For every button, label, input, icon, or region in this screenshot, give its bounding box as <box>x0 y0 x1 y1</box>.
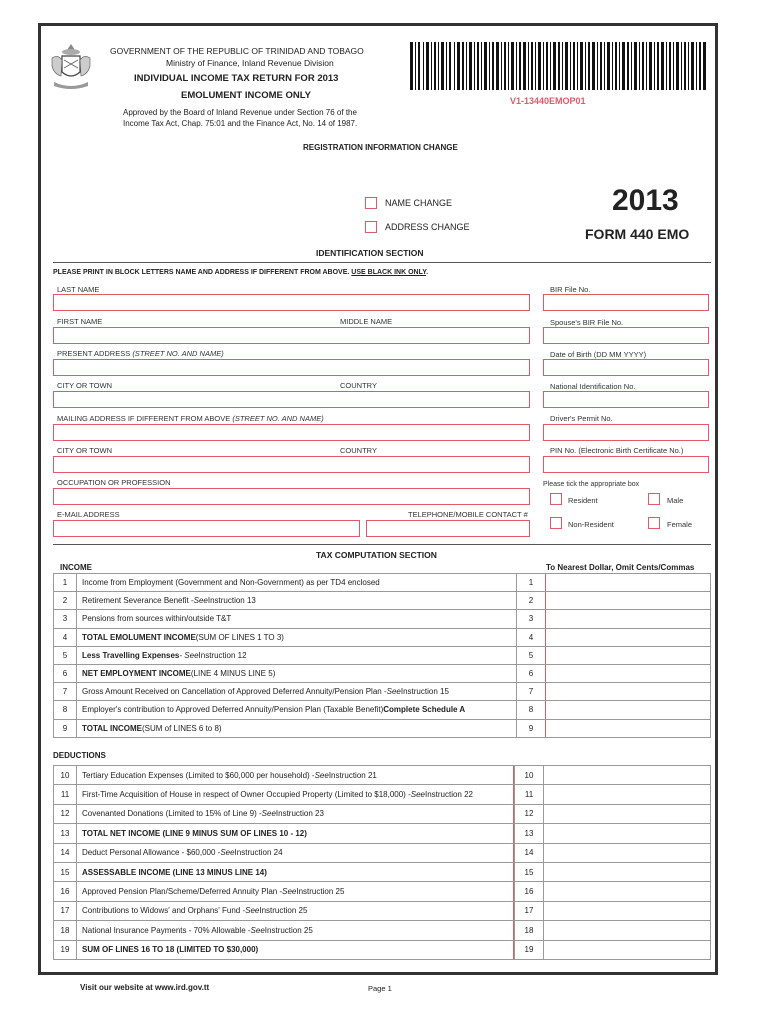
tax-line-row <box>53 901 711 921</box>
bir-file-input[interactable] <box>543 294 709 311</box>
tax-line-row <box>53 784 711 804</box>
line-number: 15 <box>54 863 77 881</box>
tax-line-row <box>53 664 711 683</box>
line-description-suffix: (SUM of LINES 6 to 8) <box>142 723 222 733</box>
line-number: 13 <box>54 824 77 842</box>
ministry-title: Ministry of Finance, Inland Revenue Division <box>166 58 334 68</box>
line-description-suffix: Instruction 25 <box>296 887 345 897</box>
mailing-city-label: CITY OR TOWN <box>57 446 113 455</box>
line-description <box>82 665 275 682</box>
bir-file-label: BIR File No. <box>550 285 591 294</box>
line-number: 12 <box>54 805 77 823</box>
first-name-label: FIRST NAME <box>57 317 103 326</box>
amount-input[interactable] <box>545 683 710 700</box>
line-description <box>82 921 313 939</box>
line-description-suffix: Instruction 23 <box>275 809 324 819</box>
last-name-input[interactable] <box>53 294 530 311</box>
line-number: 3 <box>54 610 77 627</box>
tax-line-row <box>53 591 711 610</box>
drivers-permit-input[interactable] <box>543 424 709 441</box>
line-description-text: SUM OF LINES 16 TO 18 (LIMITED TO $30,000) <box>82 945 259 955</box>
line-description-emphasis: See <box>410 790 425 800</box>
national-id-input[interactable] <box>543 391 709 408</box>
tax-line-row <box>53 804 711 824</box>
email-label: E-MAIL ADDRESS <box>57 510 120 519</box>
barcode-code: V1-13440EMOP01 <box>510 96 586 106</box>
pin-input[interactable] <box>543 456 709 473</box>
tax-line-row <box>53 609 711 628</box>
amount-input[interactable] <box>513 902 710 920</box>
section-divider <box>53 262 711 263</box>
line-number: 7 <box>54 683 77 700</box>
tax-line-row <box>53 573 711 592</box>
tax-line-row <box>53 862 711 882</box>
line-description-suffix: Instruction 21 <box>328 770 377 780</box>
approval-line-2: Income Tax Act, Chap. 75:01 and the Finance Act, No. 14 of 1987. <box>123 119 358 128</box>
line-number: 5 <box>54 647 77 664</box>
mailing-address-label: MAILING ADDRESS IF DIFFERENT FROM ABOVE (STREET NO. AND NAME) <box>57 414 324 423</box>
website-note: Visit our website at www.ird.gov.tt <box>80 983 210 992</box>
email-input[interactable] <box>53 520 360 537</box>
amount-input[interactable] <box>545 701 710 718</box>
amount-input[interactable] <box>513 863 710 881</box>
line-description <box>82 683 449 700</box>
telephone-input[interactable] <box>366 520 530 537</box>
line-reference-number: 9 <box>516 720 546 737</box>
female-checkbox[interactable] <box>648 517 660 529</box>
line-description <box>82 701 465 718</box>
line-description <box>82 785 473 803</box>
line-description <box>82 592 256 609</box>
line-description-text: Pensions from sources within/outside T&T <box>82 614 232 624</box>
line-description-emphasis: See <box>193 596 208 606</box>
tax-line-row <box>53 940 711 960</box>
line-number: 11 <box>54 785 77 803</box>
line-description <box>82 805 324 823</box>
line-description-text: National Insurance Payments - 70% Allowable - <box>82 925 251 935</box>
line-reference-number: 14 <box>514 844 544 862</box>
line-description-suffix: Instruction 24 <box>234 848 283 858</box>
amount-input[interactable] <box>513 844 710 862</box>
line-description-text: TOTAL EMOLUMENT INCOME <box>82 632 196 642</box>
line-description-text: Gross Amount Received on Cancellation of Approved Deferred Annuity/Pension Plan - <box>82 687 387 697</box>
dob-input[interactable] <box>543 359 709 376</box>
line-description <box>82 844 283 862</box>
line-description-suffix: Instruction 13 <box>207 596 256 606</box>
amount-input[interactable] <box>545 720 710 737</box>
line-description-text: TOTAL NET INCOME (LINE 9 MINUS SUM OF LINES 10 - 12) <box>82 828 307 838</box>
line-description-emphasis: See <box>314 770 329 780</box>
line-description-emphasis: See <box>220 848 235 858</box>
line-reference-number: 16 <box>514 882 544 900</box>
line-description-text: NET EMPLOYMENT INCOME <box>82 669 191 679</box>
line-description-text: TOTAL INCOME <box>82 723 142 733</box>
line-number: 4 <box>54 629 77 646</box>
present-address-hint: (STREET NO. AND NAME) <box>132 349 224 358</box>
male-checkbox[interactable] <box>648 493 660 505</box>
income-heading: INCOME <box>60 563 92 572</box>
tax-line-row <box>53 646 711 665</box>
line-description <box>82 629 284 646</box>
line-reference-number: 17 <box>514 902 544 920</box>
line-number: 1 <box>54 574 77 591</box>
line-number: 8 <box>54 701 77 718</box>
present-address-input[interactable] <box>53 359 530 376</box>
resident-label: Resident <box>568 496 598 505</box>
telephone-label: TELEPHONE/MOBILE CONTACT # <box>408 510 528 519</box>
drivers-permit-label: Driver's Permit No. <box>550 414 613 423</box>
line-description-suffix: Instruction 22 <box>424 790 473 800</box>
amount-input[interactable] <box>545 610 710 627</box>
line-reference-number: 1 <box>516 574 546 591</box>
amount-input[interactable] <box>513 824 710 842</box>
line-number: 9 <box>54 720 77 737</box>
address-change-checkbox[interactable] <box>365 221 377 233</box>
deductions-heading: DEDUCTIONS <box>53 751 106 760</box>
line-description <box>82 863 267 881</box>
line-description-text: Employer's contribution to Approved Deferred Annuity/Pension Plan (Taxable Benefit) <box>82 705 384 715</box>
female-label: Female <box>667 520 693 529</box>
name-change-label: NAME CHANGE <box>385 198 453 208</box>
line-number: 18 <box>54 921 77 939</box>
non-resident-checkbox[interactable] <box>550 517 562 529</box>
tax-line-row <box>53 765 711 785</box>
line-number: 19 <box>54 941 77 959</box>
line-description-suffix: Instruction 25 <box>264 925 313 935</box>
approval-line-1: Approved by the Board of Inland Revenue under Section 76 of the <box>123 108 357 117</box>
tax-line-row <box>53 628 711 647</box>
line-reference-number: 10 <box>514 766 544 784</box>
coat-of-arms-icon <box>48 40 94 92</box>
address-change-label: ADDRESS CHANGE <box>385 222 470 232</box>
line-description-text: ASSESSABLE INCOME (LINE 13 MINUS LINE 14) <box>82 867 267 877</box>
line-description-emphasis: See <box>386 687 401 697</box>
pin-label: PIN No. (Electronic Birth Certificate No.) <box>550 446 684 455</box>
line-description-text: Covenanted Donations (Limited to 15% of Line 9) - <box>82 809 262 819</box>
identification-title: IDENTIFICATION SECTION <box>316 248 424 258</box>
line-description <box>82 882 344 900</box>
amount-input[interactable] <box>545 574 710 591</box>
line-description-text: Less Travelling Expenses <box>82 650 180 660</box>
male-label: Male <box>667 496 684 505</box>
amount-input[interactable] <box>545 629 710 646</box>
line-reference-number: 18 <box>514 921 544 939</box>
form-year: 2013 <box>612 184 679 217</box>
line-number: 2 <box>54 592 77 609</box>
tax-line-row <box>53 719 711 738</box>
line-description-emphasis: See <box>250 925 265 935</box>
line-number: 14 <box>54 844 77 862</box>
occupation-label: OCCUPATION OR PROFESSION <box>57 478 171 487</box>
non-resident-label: Non-Resident <box>568 520 614 529</box>
occupation-input[interactable] <box>53 488 530 505</box>
line-description <box>82 824 307 842</box>
line-description-emphasis: - See <box>179 650 199 660</box>
amount-input[interactable] <box>513 921 710 939</box>
amount-input[interactable] <box>513 785 710 803</box>
line-description <box>82 766 377 784</box>
tax-computation-title: TAX COMPUTATION SECTION <box>316 550 437 560</box>
present-address-label: PRESENT ADDRESS (STREET NO. AND NAME) <box>57 349 224 358</box>
line-description-suffix: (LINE 4 MINUS LINE 5) <box>190 669 276 679</box>
government-title: GOVERNMENT OF THE REPUBLIC OF TRINIDAD AND TOBAGO <box>110 46 364 56</box>
line-description-suffix: Instruction 15 <box>400 687 449 697</box>
spouse-bir-label: Spouse's BIR File No. <box>550 318 624 327</box>
print-instruction: PLEASE PRINT IN BLOCK LETTERS NAME AND ADDRESS IF DIFFERENT FROM ABOVE. USE BLACK INK ONLY. <box>53 269 429 276</box>
line-description <box>82 610 231 627</box>
amount-input[interactable] <box>513 941 710 959</box>
line-reference-number: 11 <box>514 785 544 803</box>
black-ink-instruction: USE BLACK INK ONLY <box>351 269 427 276</box>
line-description-text: First-Time Acquisition of House in respect of Owner Occupied Property (Limited to $18,000) - <box>82 790 411 800</box>
tax-line-row <box>53 823 711 843</box>
line-description-emphasis: See <box>282 887 297 897</box>
line-description-emphasis: See <box>261 809 276 819</box>
tax-line-row <box>53 881 711 901</box>
line-description-suffix: Instruction 25 <box>259 906 308 916</box>
city-country-input[interactable] <box>53 391 530 408</box>
spouse-bir-input[interactable] <box>543 327 709 344</box>
mailing-country-label: COUNTRY <box>340 446 377 455</box>
city-label: CITY OR TOWN <box>57 381 113 390</box>
line-reference-number: 13 <box>514 824 544 842</box>
tick-instruction: Please tick the appropriate box <box>543 481 640 488</box>
line-reference-number: 3 <box>516 610 546 627</box>
line-description-suffix: (SUM OF LINES 1 TO 3) <box>195 632 284 642</box>
line-description-suffix: Instruction 12 <box>198 650 247 660</box>
line-description <box>82 647 247 664</box>
form-subtitle: EMOLUMENT INCOME ONLY <box>181 90 312 101</box>
barcode <box>410 42 708 92</box>
line-description-text: Contributions to Widows' and Orphans' Fund - <box>82 906 246 916</box>
tax-line-row <box>53 843 711 863</box>
line-reference-number: 6 <box>516 665 546 682</box>
amount-input[interactable] <box>513 766 710 784</box>
line-reference-number: 12 <box>514 805 544 823</box>
line-description <box>82 902 307 920</box>
mailing-address-hint: (STREET NO. AND NAME) <box>232 414 324 423</box>
national-id-label: National Identification No. <box>550 382 636 391</box>
line-number: 16 <box>54 882 77 900</box>
dob-label: Date of Birth (DD MM YYYY) <box>550 350 647 359</box>
line-number: 6 <box>54 665 77 682</box>
line-number: 17 <box>54 902 77 920</box>
last-name-label: LAST NAME <box>57 285 100 294</box>
tax-line-row <box>53 920 711 940</box>
line-description-text: Approved Pension Plan/Scheme/Deferred Annuity Plan - <box>82 887 283 897</box>
line-reference-number: 4 <box>516 629 546 646</box>
mailing-address-input[interactable] <box>53 424 530 441</box>
line-reference-number: 15 <box>514 863 544 881</box>
amount-input[interactable] <box>545 592 710 609</box>
section-divider <box>53 544 711 545</box>
line-reference-number: 2 <box>516 592 546 609</box>
mailing-city-country-input[interactable] <box>53 456 530 473</box>
line-description-text: Retirement Severance Benefit - <box>82 596 194 606</box>
line-reference-number: 8 <box>516 701 546 718</box>
line-description-text: Income from Employment (Government and Non-Government) as per TD4 enclosed <box>82 578 380 588</box>
line-description-text: Deduct Personal Allowance - $60,000 - <box>82 848 221 858</box>
amount-input[interactable] <box>513 805 710 823</box>
middle-name-label: MIDDLE NAME <box>340 317 393 326</box>
line-reference-number: 19 <box>514 941 544 959</box>
line-description-emphasis: Complete Schedule A <box>383 705 466 715</box>
line-number: 10 <box>54 766 77 784</box>
amount-input[interactable] <box>545 647 710 664</box>
amount-input[interactable] <box>545 665 710 682</box>
page-number: Page 1 <box>368 984 392 993</box>
nearest-dollar-note: To Nearest Dollar, Omit Cents/Commas <box>546 563 695 572</box>
resident-checkbox[interactable] <box>550 493 562 505</box>
tax-line-row <box>53 682 711 701</box>
amount-input[interactable] <box>513 882 710 900</box>
line-reference-number: 7 <box>516 683 546 700</box>
name-change-checkbox[interactable] <box>365 197 377 209</box>
line-description <box>82 941 258 959</box>
form-title: INDIVIDUAL INCOME TAX RETURN FOR 2013 <box>134 73 339 84</box>
first-middle-name-input[interactable] <box>53 327 530 344</box>
tax-line-row <box>53 700 711 719</box>
line-description <box>82 720 222 737</box>
registration-title: REGISTRATION INFORMATION CHANGE <box>303 143 458 152</box>
form-number: FORM 440 EMO <box>585 226 690 242</box>
line-description-emphasis: See <box>245 906 260 916</box>
line-description <box>82 574 380 591</box>
country-label: COUNTRY <box>340 381 377 390</box>
line-description-text: Tertiary Education Expenses (Limited to $60,000 per household) - <box>82 770 315 780</box>
line-reference-number: 5 <box>516 647 546 664</box>
